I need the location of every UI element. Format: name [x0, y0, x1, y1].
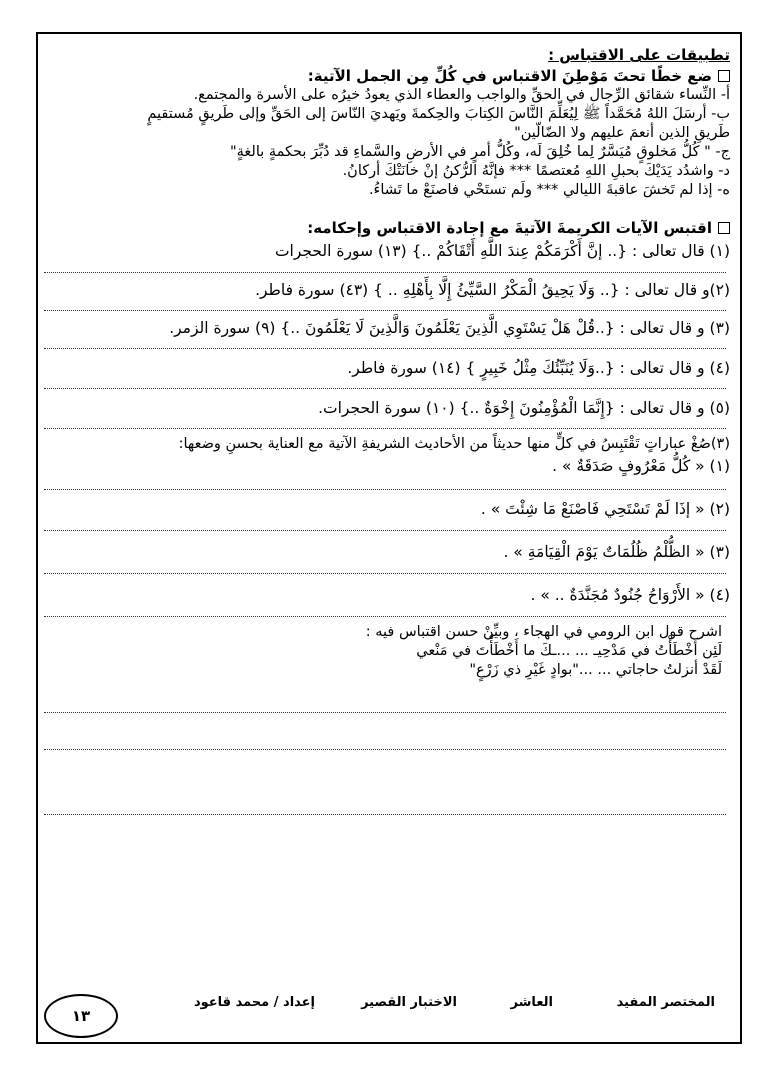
- answer-line[interactable]: [44, 489, 726, 490]
- hadith-item: (١) « كُلُّ مَعْرُوفٍ صَدَقَةٌ » .: [552, 457, 730, 475]
- answer-line[interactable]: [44, 814, 726, 815]
- section1-heading: ضع خطًا تحتَ مَوْطِنَ الاقتباس في كُلِّ مِن الجمل الآتية:: [40, 67, 730, 86]
- sentence-d: د- واشدُد يَدَيْكَ بحبلِ اللهِ مُعتصمًا *** فإنَّهُ الرُّكنُ إنْ خانَتْكَ أركانُ.: [342, 163, 730, 179]
- hadith-item: (٣) « الظُّلْمُ ظُلُمَاتٌ يَوْمَ الْقِيَامَةِ » .: [503, 543, 730, 561]
- answer-line[interactable]: [44, 428, 726, 429]
- answer-line[interactable]: [44, 272, 726, 273]
- verse-item: (١) قال تعالى : {.. إنَّ أَكْرَمَكُمْ عِندَ اللَّهِ أَتْقَاكُمْ ..} (١٣) سورة الحجرات: [274, 242, 730, 260]
- footer-grade: العاشر: [510, 995, 553, 1010]
- footer-exam: الاختبار القصير: [361, 995, 457, 1010]
- checkbox-icon: [718, 222, 730, 234]
- sentence-e: ه- إذا لم تَخشَ عاقبةَ الليالي *** ولَم تستَحْي فاصنَعْ ما تَشاءُ.: [368, 182, 730, 198]
- section2-heading: اقتبس الآيات الكريمةَ الآتيةَ مع إجادة الاقتباس وإحكامه:: [40, 219, 730, 238]
- answer-line[interactable]: [44, 530, 726, 531]
- verse-item: (٢)و قال تعالى : {.. وَلَا يَحِيقُ الْمَكْرُ السَّيِّئُ إِلَّا بِأَهْلِهِ .. } (٤٣) سورة فاطر.: [255, 281, 730, 299]
- page-footer: [150, 995, 715, 1017]
- sentence-c: ج- " كُلُّ مَخلوقٍ مُيَسَّرٌ لِما خُلِقَ لَه، وكُلُّ أمرٍ في الأرضِ والسَّماءِ قد دُبِّرَ بحكمةٍ بالغةٍ": [229, 144, 730, 160]
- page-title: تطبيقات على الاقتباس :: [548, 46, 730, 64]
- answer-line[interactable]: [44, 749, 726, 750]
- hadith-item: (٢) « إذَا لَمْ تَسْتَحِي فَاصْنَعْ مَا شِئْتَ » .: [480, 500, 730, 518]
- section3-heading: (٣)صُغْ عباراتٍ تَقْتَبِسُ في كلٍّ منها حديثاً من الأحاديث الشريفةِ الآتية مع العناية بحسنِ وضعها:: [178, 436, 730, 452]
- verse-item: (٥) و قال تعالى : {إِنَّمَا الْمُؤْمِنُونَ إِخْوَةٌ ..} (١٠) سورة الحجرات.: [318, 399, 730, 417]
- sentence-b: ب- أرسَلَ اللهُ مُحَمَّداً ﷺ لِيُعَلِّمَ النَّاسَ الكِتابَ والحِكمةَ ويَهديَ النّاسَ إلى الحَقِّ وإلى طَريقٍ مُستقيمٍ: [147, 106, 730, 122]
- verse-item: (٤) و قال تعالى : {..وَلَا يُنَبِّئُكَ مِثْلُ خَبِيرٍ } (١٤) سورة فاطر.: [347, 359, 730, 377]
- sentence-b-continued: طَريقِ الذين أنعمَ عليهم ولا الضّالّين": [514, 125, 730, 141]
- answer-line[interactable]: [44, 348, 726, 349]
- worksheet-content: [40, 40, 730, 815]
- hadith-item: (٤) « الأَرْوَاحُ جُنُودٌ مُجَنَّدَةٌ .. » .: [530, 586, 730, 604]
- answer-line[interactable]: [44, 310, 726, 311]
- poem-verse-1: لَئِن أَخْطَأْتُ في مَدْحِيـ ... ...ـكَ ما أَخْطَأْتَ في مَنْعي: [416, 643, 722, 659]
- answer-line[interactable]: [44, 616, 726, 617]
- poem-prompt: اشرح قول ابن الرومي في الهجاء ، وبيِّنْ حسن اقتباس فيه :: [365, 624, 722, 640]
- verse-item: (٣) و قال تعالى : {..قُلْ هَلْ يَسْتَوِي الَّذِينَ يَعْلَمُونَ وَالَّذِينَ لَا يَعْلَمُونَ ..} (٩) سورة الزمر.: [169, 319, 730, 337]
- sentence-a: أ- النِّساء شقائق الرِّجال في الحقِّ والواجب والعطاء الذي يعودُ خيرُه على الأسرة والمجتمع.: [193, 87, 730, 103]
- answer-line[interactable]: [44, 388, 726, 389]
- answer-line[interactable]: [44, 573, 726, 574]
- footer-author: إعداد / محمد قاعود: [193, 995, 315, 1010]
- poem-verse-2: لَقَدْ أنزلتُ حاجاتي ... ..."بوادٍ غَيْرِ ذي زَرْعٍ": [469, 662, 722, 678]
- footer-book: المختصر المفيد: [616, 995, 715, 1010]
- answer-line[interactable]: [44, 712, 726, 713]
- checkbox-icon: [718, 70, 730, 82]
- page-number: ١٣: [44, 994, 118, 1038]
